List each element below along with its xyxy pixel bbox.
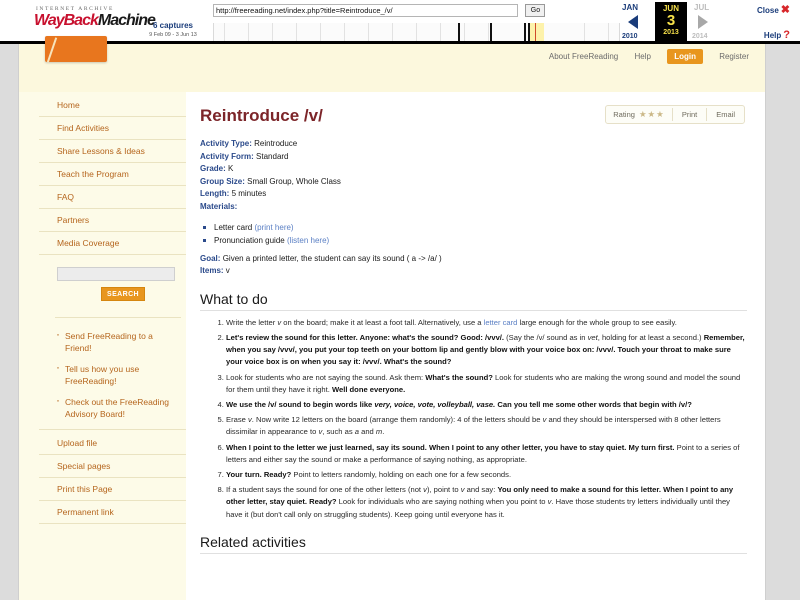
meta-value: Reintroduce (254, 139, 298, 148)
step-item (226, 414, 747, 438)
step-text: If a student says the sound for one of the other letters (not (226, 485, 424, 495)
tool-print-this-page[interactable]: Print this Page (39, 478, 186, 501)
meta-activity-form (200, 151, 747, 164)
nav-help[interactable]: Help (634, 52, 651, 61)
rating-label: Rating (613, 110, 635, 119)
sidebar-item-media-coverage[interactable]: Media Coverage (39, 232, 186, 255)
sidebar (39, 92, 186, 600)
meta-value: Standard (256, 151, 289, 161)
tools-list (39, 429, 186, 524)
tool-upload-file[interactable]: Upload file (39, 430, 186, 455)
date-navigator (622, 2, 732, 42)
meta-group-size (200, 176, 747, 189)
nav-about-freereading[interactable]: About FreeReading (548, 52, 619, 61)
promo-send-to-friend[interactable]: · Send FreeReading to a Friend! (55, 330, 181, 354)
sidebar-item-teach-program[interactable]: Teach the Program (39, 163, 186, 186)
captures-count: 6 captures (152, 21, 194, 30)
promo-advisory-board[interactable]: · Check out the FreeReading Advisory Board! (55, 396, 181, 420)
meta-activity-type (200, 138, 747, 151)
step-text: Write the letter (226, 317, 278, 327)
letter-card-link[interactable]: letter card (483, 317, 518, 327)
step-emphasis: Let's review the sound for this letter. Anyone: what's the sound? Good: /vvv/. (226, 332, 505, 342)
timeline-tick (464, 23, 465, 41)
step-text: ), point to (426, 485, 461, 495)
timeline-tick (224, 23, 225, 41)
tool-special-pages[interactable]: Special pages (39, 455, 186, 478)
current-year-label: 2013 (663, 29, 679, 36)
timeline-tick (416, 23, 417, 41)
site-shell (18, 44, 766, 600)
activity-metadata (200, 138, 747, 278)
wordmark-wayback: WayBack (34, 12, 98, 29)
step-text: . Have those students try letters individually until they have it (but don't call only on struggling students). Keep going until everyone has it. (226, 497, 730, 519)
next-capture-arrow-icon[interactable] (698, 15, 708, 29)
step-emphasis: Can you tell me some other words that begin with /v/? (495, 399, 692, 409)
timeline-tick (320, 23, 321, 41)
step-text: and they should be interspersed with 8 other letters dissimilar in appearance to (226, 415, 721, 437)
captures-range: 9 Feb 09 - 3 Jun 13 (149, 32, 197, 38)
meta-materials (200, 201, 747, 214)
step-item (226, 372, 747, 396)
timeline-tick (392, 23, 393, 41)
timeline-tick (440, 23, 441, 41)
step-item (226, 332, 747, 369)
timeline-tick (272, 23, 273, 41)
material-pronunciation-guide (200, 234, 747, 247)
step-item (226, 399, 747, 411)
selected-capture-band (530, 23, 544, 41)
step-italic: v (247, 415, 252, 425)
step-text: large enough for the whole group to see easily. (517, 317, 677, 327)
step-bold-italic: very, voice, vote, volleyball, vase. (374, 399, 496, 409)
prev-month-label: JAN (622, 3, 639, 12)
print-here-link[interactable]: (print here) (254, 222, 294, 232)
capture-timeline[interactable] (213, 23, 620, 41)
timeline-tick (608, 23, 609, 41)
meta-label: Activity Type: (200, 139, 252, 148)
step-item (226, 317, 747, 329)
meta-value: v (225, 266, 230, 276)
step-text: , holding for at least a second.) (597, 332, 704, 342)
step-italic: v (547, 497, 552, 507)
step-text: Look for students who are making the wrong sound and model the sound for them until they have it right. (226, 372, 741, 394)
step-item (226, 469, 747, 481)
capture-marker[interactable] (458, 23, 460, 41)
rating-widget[interactable] (606, 109, 672, 120)
meta-items (200, 265, 747, 278)
material-text: Letter card (214, 222, 255, 232)
next-year-label: 2014 (692, 33, 708, 40)
close-toolbar-button[interactable] (757, 3, 790, 16)
close-icon: ✖ (780, 4, 790, 16)
current-capture-date[interactable] (655, 2, 687, 43)
internet-archive-label: INTERNET ARCHIVE (36, 6, 114, 12)
help-label: Help (763, 31, 782, 40)
register-link[interactable]: Register (719, 52, 749, 61)
captures-summary (128, 21, 218, 38)
step-text: Look for individuals who are saying nothing when you point to (336, 497, 548, 507)
meta-value: K (228, 164, 234, 174)
timeline-tick (296, 23, 297, 41)
step-italic: v (460, 485, 465, 495)
timeline-tick (248, 23, 249, 41)
step-emphasis: Well done everyone. (331, 384, 406, 394)
step-text: Erase (226, 415, 248, 425)
timeline-tick (344, 23, 345, 41)
sidebar-item-home[interactable]: Home (39, 92, 186, 117)
step-emphasis: What's the sound? (425, 372, 493, 382)
sidebar-item-faq[interactable]: FAQ (39, 186, 186, 209)
main-content (186, 92, 765, 600)
timeline-tick (584, 23, 585, 41)
step-italic: v (277, 317, 282, 327)
print-button[interactable]: Print (681, 110, 698, 119)
material-text: Pronunciation guide (214, 235, 287, 245)
step-text: on the board; make it at least a foot tall. Alternatively, use a (281, 317, 484, 327)
url-input[interactable] (213, 4, 518, 17)
meta-label: Length: (200, 189, 230, 199)
step-italic: vet (587, 332, 598, 342)
what-to-do-heading: What to do (200, 291, 747, 311)
step-text: Point to letters randomly, holding on each one for a few seconds. (291, 469, 512, 479)
related-activities-heading: Related activities (200, 534, 747, 554)
meta-label: Materials: (200, 201, 238, 211)
sidebar-item-share-lessons[interactable]: Share Lessons & Ideas (39, 140, 186, 163)
materials-list (200, 221, 747, 247)
go-button[interactable]: Go (525, 4, 545, 17)
search-input[interactable] (57, 267, 175, 281)
capture-marker[interactable] (490, 23, 492, 41)
meta-label: Activity Form: (200, 151, 254, 161)
close-label: Close (756, 6, 779, 15)
sidebar-item-partners[interactable]: Partners (39, 209, 186, 232)
step-text: , such as (322, 427, 355, 437)
archived-page (0, 44, 800, 600)
tool-permanent-link[interactable]: Permanent link (39, 501, 186, 524)
sidebar-item-find-activities[interactable]: Find Activities (39, 117, 186, 140)
current-month-label: JUN (662, 4, 679, 13)
url-bar (213, 4, 553, 19)
step-text: . (382, 427, 385, 437)
step-emphasis: Remember, when you say /vvv/, you put your top teeth on your bottom lip and gently blow with your voice box on: /vvv/. Touch your throat to make sure your voice box is on when you say it: /vvv/. What's the sound? (226, 332, 745, 367)
site-header (19, 44, 765, 92)
meta-value: 5 minutes (231, 189, 267, 199)
prev-capture-arrow-icon[interactable] (628, 15, 638, 29)
step-text: Point to a series of letters and either say the sound or make a performance of saying nothing, as appropriate. (226, 442, 740, 464)
step-emphasis: We use the /v/ sound to begin words like (226, 399, 375, 409)
next-month-label: JUL (694, 3, 710, 12)
prev-year-label: 2010 (622, 33, 638, 40)
promo-list (55, 317, 181, 420)
step-item (226, 484, 747, 521)
top-navigation (535, 52, 749, 61)
wayback-toolbar (0, 0, 800, 44)
email-button[interactable]: Email (716, 110, 735, 119)
search-box (57, 267, 175, 301)
capture-marker[interactable] (528, 23, 530, 41)
meta-label: Grade: (200, 164, 226, 174)
step-text: and (358, 427, 376, 437)
help-button[interactable] (764, 29, 790, 41)
step-italic: v (318, 427, 323, 437)
meta-label: Group Size: (200, 176, 245, 186)
login-button[interactable]: Login (667, 49, 703, 64)
current-day-label: 3 (666, 12, 676, 29)
question-mark-icon: ? (783, 29, 790, 41)
meta-label: Items: (200, 266, 224, 276)
freereading-logo[interactable] (45, 36, 107, 62)
selected-capture-marker[interactable] (535, 23, 536, 41)
meta-value: Small Group, Whole Class (247, 176, 341, 186)
material-letter-card (200, 221, 747, 234)
step-item (226, 442, 747, 466)
meta-value: Given a printed letter, the student can say its sound ( a -> /a/ ) (222, 253, 442, 263)
step-italic: m (375, 427, 383, 437)
step-emphasis: You only need to make a sound for this letter. When I point to any other letter, stay quiet. Ready? (226, 485, 734, 507)
step-italic: a (354, 427, 359, 437)
step-text: Look for students who are not saying the sound. Ask them: (226, 372, 426, 382)
search-button[interactable]: SEARCH (101, 287, 145, 301)
step-italic: v (423, 485, 427, 495)
step-emphasis: When I point to the letter we just learned, say its sound. When I point to any other letter, you have to stay quiet. My turn first. (226, 442, 675, 452)
meta-label: Goal: (200, 253, 221, 263)
logo-slash-icon (47, 37, 57, 62)
step-text: (Say the /v/ sound as in (504, 332, 588, 342)
meta-grade (200, 163, 747, 176)
rating-stars-icon[interactable]: ★★★ (638, 109, 665, 119)
timeline-tick (368, 23, 369, 41)
timeline-tick (488, 23, 489, 41)
capture-marker[interactable] (524, 23, 526, 41)
wordmark-machine: Machine (97, 12, 155, 29)
activity-action-bar (605, 105, 745, 124)
listen-here-link[interactable]: (listen here) (286, 235, 330, 245)
page-title: Reintroduce /v/ (200, 106, 323, 125)
step-text: . Now write 12 letters on the board (arrange them randomly): 4 of the letters should be (251, 415, 543, 425)
step-italic: v (542, 415, 547, 425)
step-text: and say: (464, 485, 498, 495)
step-emphasis: Your turn. Ready? (226, 469, 292, 479)
meta-goal (200, 253, 747, 266)
promo-tell-us-how[interactable]: · Tell us how you use FreeReading! (55, 363, 181, 387)
what-to-do-steps (200, 317, 747, 521)
meta-length (200, 188, 747, 201)
